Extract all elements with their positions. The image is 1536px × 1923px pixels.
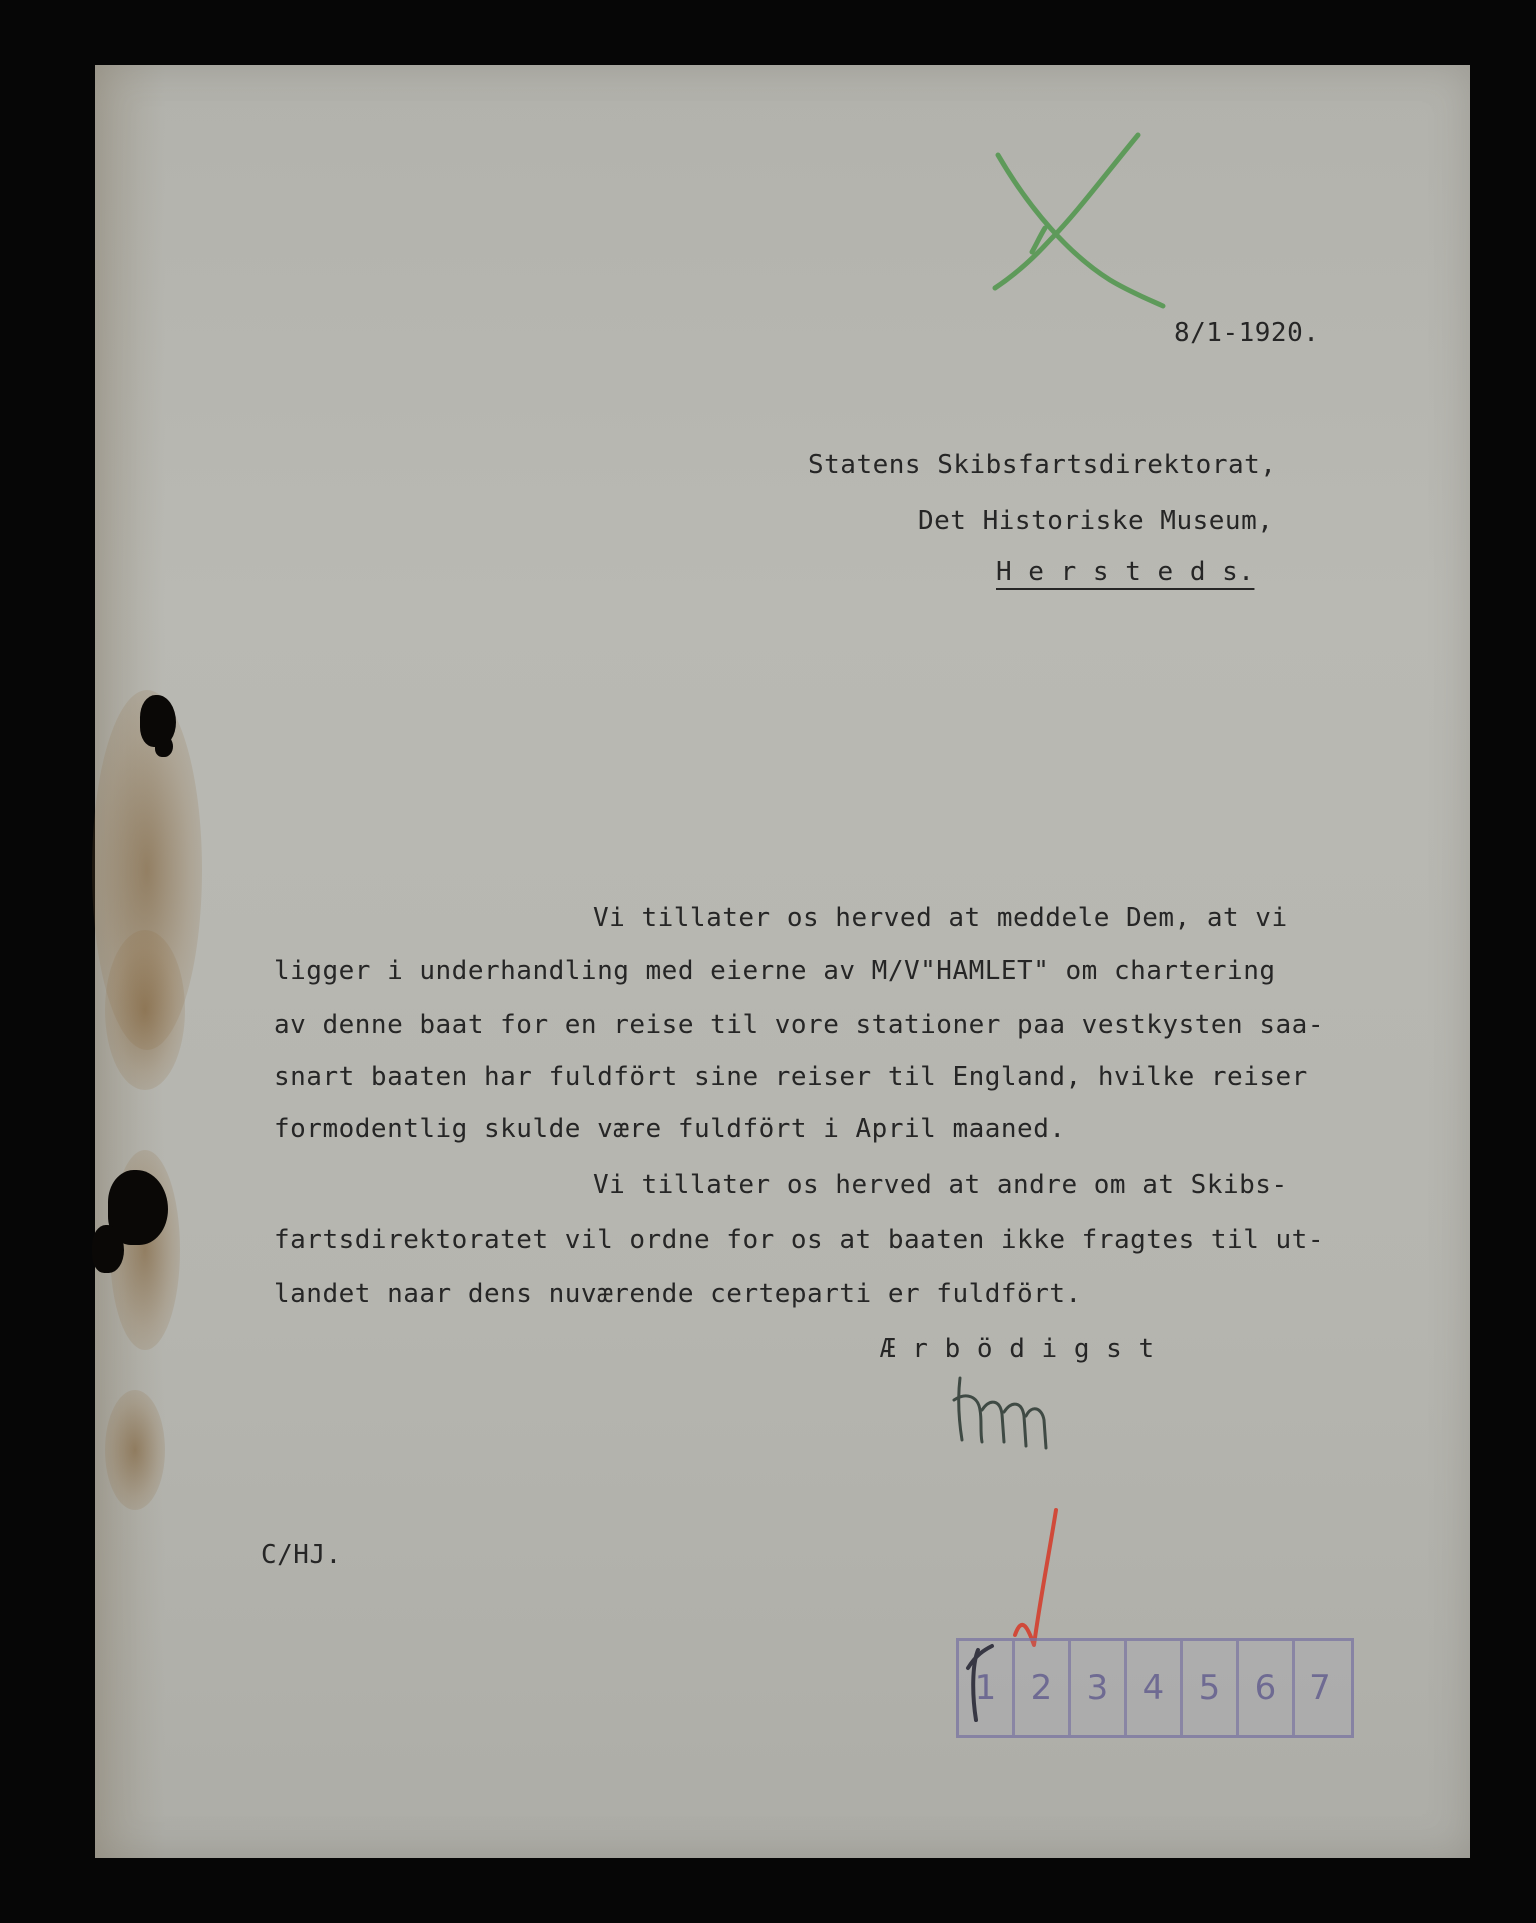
stamp-cell: 2 [1015,1641,1071,1735]
body-line: snart baaten har fuldfört sine reiser til England, hvilke reiser [274,1062,1308,1092]
body-line: av denne baat for en reise til vore stationer paa vestkysten saa- [274,1010,1324,1040]
stamp-cell: 1 [959,1641,1015,1735]
stamp-cell: 6 [1239,1641,1295,1735]
recipient-line-1: Statens Skibsfartsdirektorat, [808,450,1277,480]
stamp-cell: 3 [1071,1641,1127,1735]
handwritten-signature [954,1378,1046,1448]
stamp-cell: 5 [1183,1641,1239,1735]
body-line: formodentlig skulde være fuldfört i April maaned. [274,1114,1066,1144]
body-line: fartsdirektoratet vil ordne for os at baaten ikke fragtes til ut- [274,1225,1324,1255]
stamp-cell: 7 [1309,1668,1331,1708]
letter-date: 8/1-1920. [1174,318,1320,348]
recipient-city: H e r s t e d s. [996,557,1255,587]
recipient-line-2: Det Historiske Museum, [918,506,1274,536]
numbered-stamp [956,1638,1354,1738]
stamp-cell: 4 [1127,1641,1183,1735]
green-pencil-x-mark [995,135,1163,306]
red-pencil-checkmark [1015,1510,1056,1645]
body-line: Vi tillater os herved at meddele Dem, at vi [593,903,1288,933]
reference-initials: C/HJ. [261,1540,342,1570]
body-line: Vi tillater os herved at andre om at Skibs- [593,1170,1288,1200]
body-line: ligger i underhandling med eierne av M/V"HAMLET" om chartering [274,956,1276,986]
body-line: landet naar dens nuværende certeparti er fuldfört. [274,1279,1082,1309]
closing-salutation: Æ r b ö d i g s t [880,1334,1155,1364]
